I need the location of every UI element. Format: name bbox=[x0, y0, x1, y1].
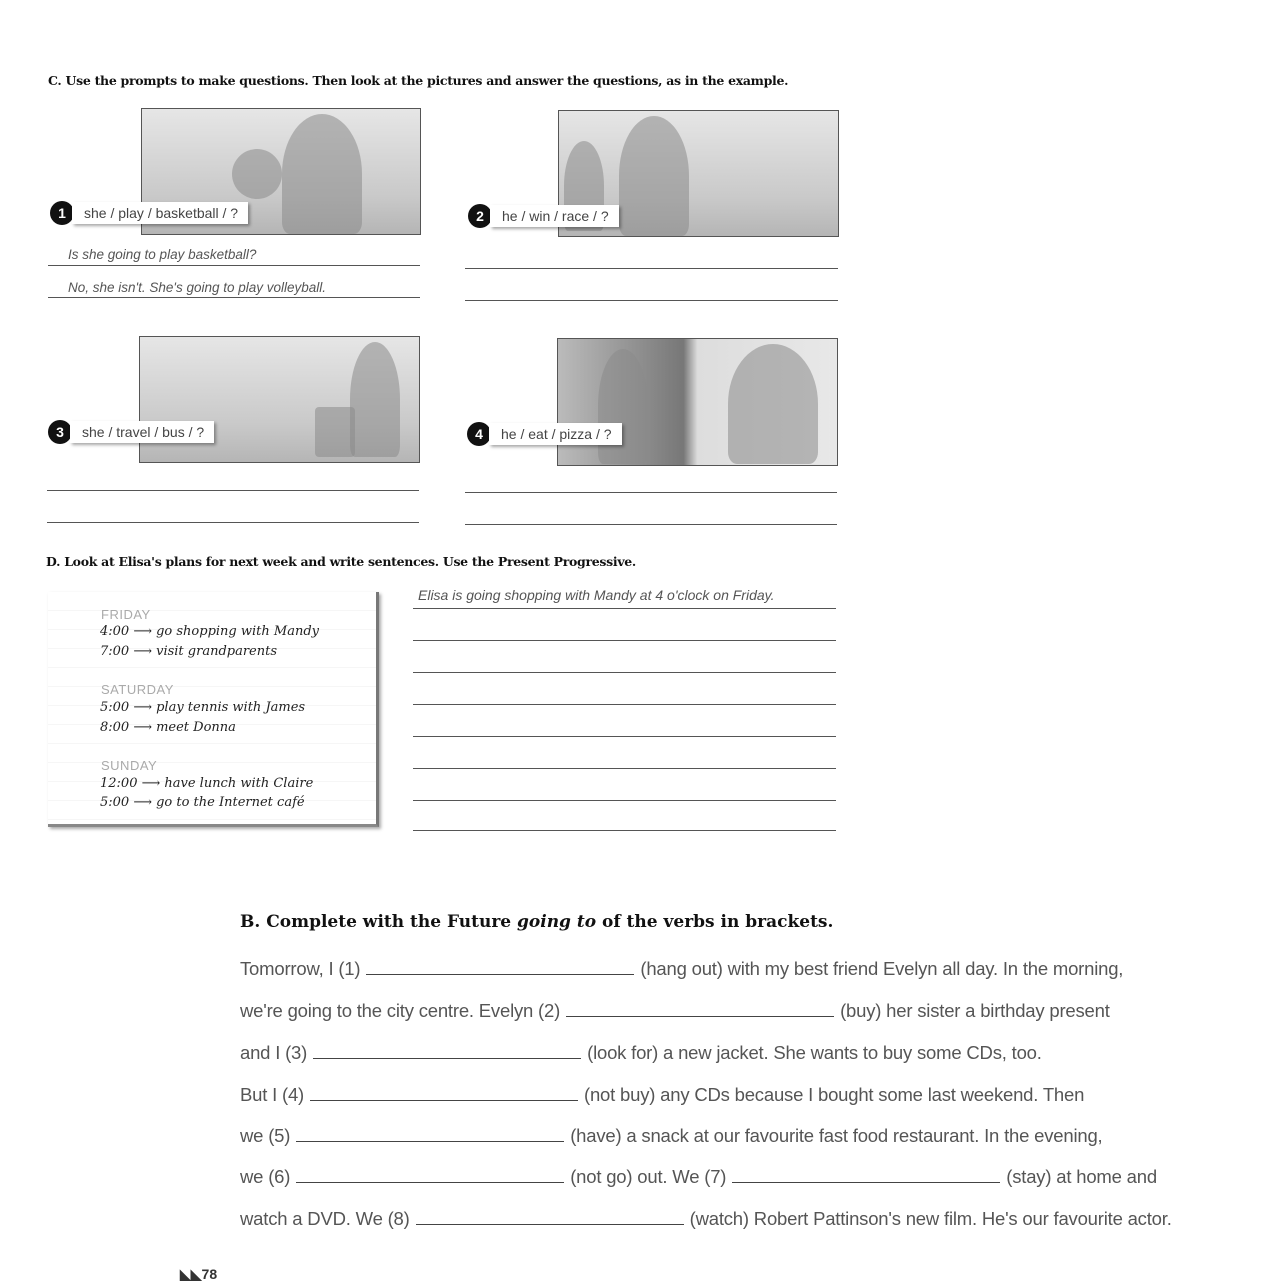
section-d-title: D. Look at Elisa's plans for next week and write sentences. Use the Present Progressive. bbox=[46, 554, 636, 569]
plan-item: 4:00 ⟶ go shopping with Mandy bbox=[100, 624, 319, 639]
day-label: FRIDAY bbox=[101, 607, 151, 622]
title-emphasis: going to bbox=[517, 912, 597, 932]
page-number bbox=[180, 1266, 217, 1283]
prompt-2 bbox=[468, 203, 619, 229]
plan-item: 5:00 ⟶ play tennis with James bbox=[100, 700, 306, 715]
elisa-planner bbox=[48, 592, 379, 827]
prompt-text: he / eat / pizza / ? bbox=[489, 423, 622, 445]
prompt-text: he / win / race / ? bbox=[490, 205, 619, 227]
example-sentence: Elisa is going shopping with Mandy at 4 o'clock on Friday. bbox=[418, 587, 775, 603]
answer-1-question: Is she going to play basketball? bbox=[68, 247, 257, 262]
answer-1-answer: No, she isn't. She's going to play volleyball. bbox=[68, 280, 327, 295]
paragraph-text: (look for) a new jacket. She wants to buy some CDs, too. bbox=[587, 1042, 1042, 1063]
plan-item: 12:00 ⟶ have lunch with Claire bbox=[100, 776, 314, 791]
paragraph-text: (not buy) any CDs because I bought some last weekend. Then bbox=[584, 1084, 1085, 1105]
answer-blank[interactable] bbox=[732, 1168, 1000, 1183]
plan-item: 7:00 ⟶ visit grandparents bbox=[100, 644, 278, 659]
sentence-line[interactable] bbox=[413, 704, 836, 705]
prompt-4 bbox=[467, 421, 622, 447]
paragraph-text: (not go) out. We (7) bbox=[570, 1166, 727, 1187]
answer-line[interactable] bbox=[47, 522, 419, 523]
sentence-line[interactable] bbox=[413, 736, 836, 737]
paragraph-line bbox=[240, 1000, 1110, 1022]
sentence-line[interactable] bbox=[413, 608, 836, 609]
item-number: 2 bbox=[468, 204, 492, 228]
item-number: 3 bbox=[48, 420, 72, 444]
answer-line[interactable] bbox=[465, 268, 838, 269]
paragraph-line bbox=[240, 1125, 1102, 1147]
paragraph-text: we're going to the city centre. Evelyn (2) bbox=[240, 1000, 561, 1021]
prompt-text: she / travel / bus / ? bbox=[70, 421, 214, 443]
paragraph-text: and I (3) bbox=[240, 1042, 308, 1063]
plan-item: 5:00 ⟶ go to the Internet café bbox=[100, 795, 305, 810]
section-c-title: C. Use the prompts to make questions. Then look at the pictures and answer the questions, as in the example. bbox=[48, 73, 789, 88]
answer-blank[interactable] bbox=[310, 1086, 578, 1101]
book-icon: ◣◣ bbox=[180, 1266, 202, 1282]
sentence-line[interactable] bbox=[413, 672, 836, 673]
title-text: B. Complete with the Future bbox=[240, 912, 518, 932]
page-number-text: 78 bbox=[201, 1266, 218, 1282]
answer-line[interactable] bbox=[465, 300, 838, 301]
item-number: 1 bbox=[50, 201, 74, 225]
paragraph-text: (hang out) with my best friend Evelyn all day. In the morning, bbox=[640, 958, 1124, 979]
paragraph-text: we (5) bbox=[240, 1125, 291, 1146]
section-b-title bbox=[240, 912, 833, 932]
prompt-text: she / play / basketball / ? bbox=[72, 202, 248, 224]
answer-blank[interactable] bbox=[566, 1002, 834, 1017]
paragraph-text: (buy) her sister a birthday present bbox=[840, 1000, 1110, 1021]
answer-blank[interactable] bbox=[296, 1127, 564, 1142]
paragraph-text: But I (4) bbox=[240, 1084, 304, 1105]
paragraph-line bbox=[240, 1208, 1172, 1230]
day-label: SATURDAY bbox=[101, 682, 174, 697]
sentence-line[interactable] bbox=[413, 640, 836, 641]
paragraph-line bbox=[240, 958, 1123, 980]
paragraph-text: we (6) bbox=[240, 1166, 291, 1187]
sentence-line[interactable] bbox=[413, 768, 836, 769]
answer-blank[interactable] bbox=[313, 1044, 581, 1059]
answer-line[interactable] bbox=[48, 297, 420, 298]
paragraph-line bbox=[240, 1166, 1157, 1188]
paragraph-text: (have) a snack at our favourite fast food restaurant. In the evening, bbox=[570, 1125, 1103, 1146]
paragraph-text: Tomorrow, I (1) bbox=[240, 958, 361, 979]
paragraph-line bbox=[240, 1042, 1042, 1064]
answer-blank[interactable] bbox=[296, 1168, 564, 1183]
sentence-line[interactable] bbox=[413, 830, 836, 831]
paragraph-text: (watch) Robert Pattinson's new film. He's our favourite actor. bbox=[689, 1208, 1172, 1229]
answer-line[interactable] bbox=[465, 492, 837, 493]
plan-item: 8:00 ⟶ meet Donna bbox=[100, 720, 236, 735]
answer-blank[interactable] bbox=[366, 960, 634, 975]
prompt-3 bbox=[48, 419, 214, 445]
paragraph-text: watch a DVD. We (8) bbox=[240, 1208, 410, 1229]
answer-line[interactable] bbox=[47, 490, 419, 491]
answer-line[interactable] bbox=[48, 265, 420, 266]
sentence-line[interactable] bbox=[413, 800, 836, 801]
paragraph-line bbox=[240, 1084, 1084, 1106]
answer-blank[interactable] bbox=[416, 1210, 684, 1225]
item-number: 4 bbox=[467, 422, 491, 446]
day-label: SUNDAY bbox=[101, 758, 158, 773]
prompt-1 bbox=[50, 200, 248, 226]
title-text: of the verbs in brackets. bbox=[596, 912, 834, 932]
paragraph-text: (stay) at home and bbox=[1006, 1166, 1157, 1187]
answer-line[interactable] bbox=[465, 524, 837, 525]
